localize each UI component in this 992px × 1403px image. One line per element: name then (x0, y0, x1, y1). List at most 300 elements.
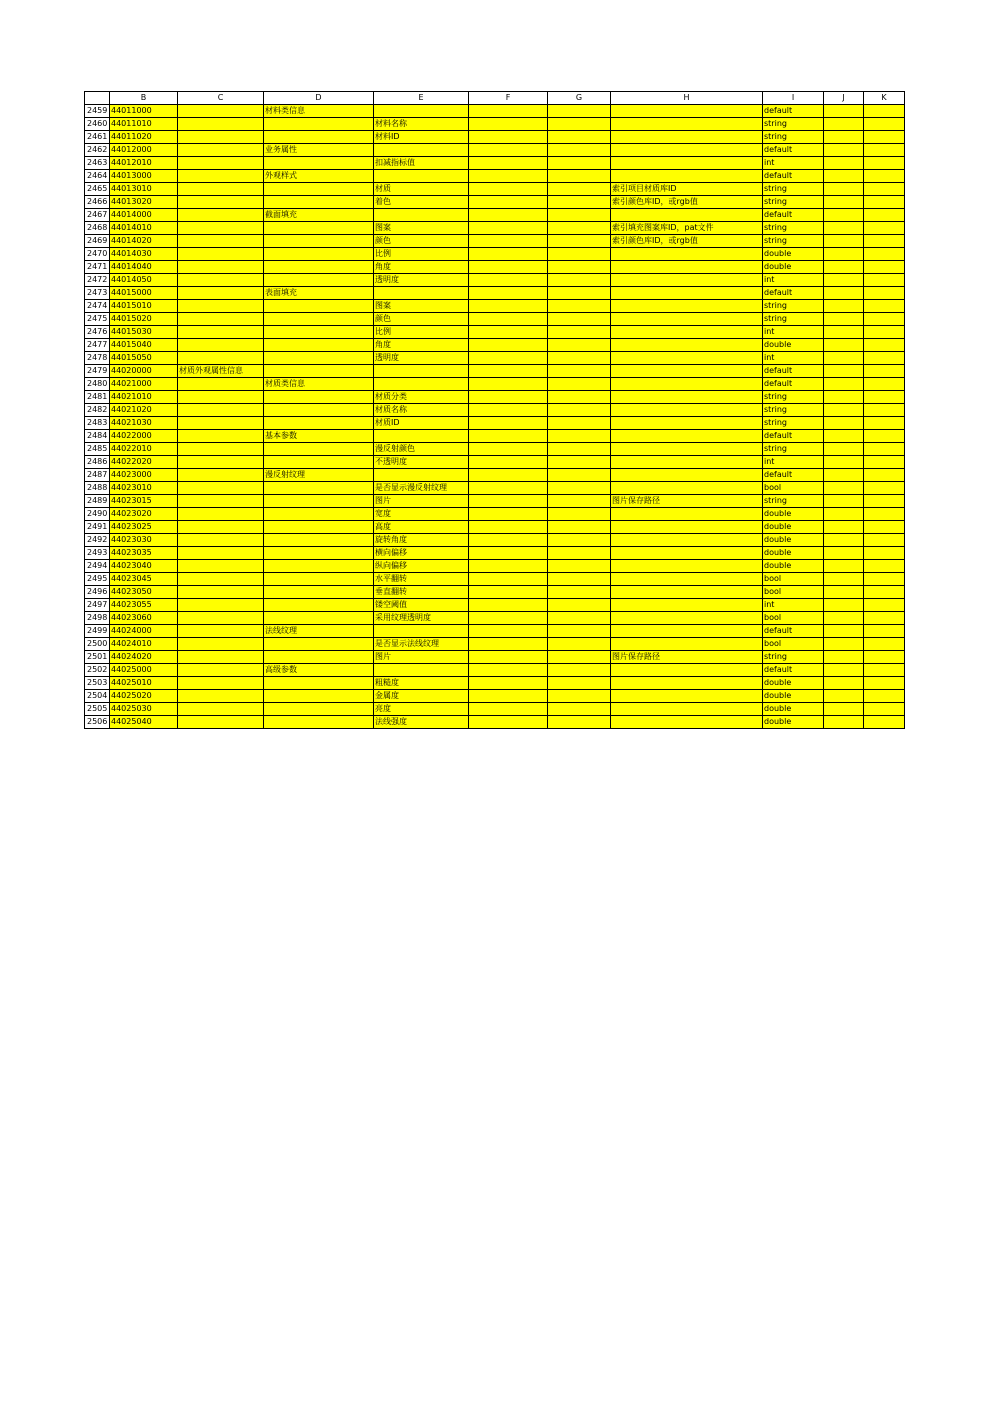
cell-k[interactable] (864, 287, 905, 300)
cell-j[interactable] (824, 716, 864, 729)
cell-k[interactable] (864, 131, 905, 144)
column-header-k[interactable]: K (864, 92, 905, 105)
cell-j[interactable] (824, 456, 864, 469)
row-number[interactable]: 2489 (85, 495, 110, 508)
cell-i[interactable]: double (763, 560, 824, 573)
cell-d[interactable] (264, 638, 374, 651)
cell-h[interactable] (611, 261, 763, 274)
cell-b[interactable]: 44015000 (110, 287, 178, 300)
cell-b[interactable]: 44021000 (110, 378, 178, 391)
cell-g[interactable] (548, 183, 611, 196)
cell-h[interactable] (611, 300, 763, 313)
column-header-h[interactable]: H (611, 92, 763, 105)
cell-d[interactable] (264, 443, 374, 456)
cell-c[interactable] (178, 196, 264, 209)
cell-d[interactable]: 业务属性 (264, 144, 374, 157)
cell-d[interactable]: 材料类信息 (264, 105, 374, 118)
cell-k[interactable] (864, 326, 905, 339)
cell-e[interactable]: 角度 (374, 339, 469, 352)
cell-g[interactable] (548, 664, 611, 677)
cell-f[interactable] (469, 196, 548, 209)
cell-k[interactable] (864, 105, 905, 118)
column-header-b[interactable]: B (110, 92, 178, 105)
cell-e[interactable] (374, 430, 469, 443)
cell-i[interactable]: string (763, 131, 824, 144)
cell-e[interactable] (374, 144, 469, 157)
cell-i[interactable]: int (763, 157, 824, 170)
cell-b[interactable]: 44023035 (110, 547, 178, 560)
row-number[interactable]: 2463 (85, 157, 110, 170)
cell-i[interactable]: double (763, 703, 824, 716)
cell-k[interactable] (864, 508, 905, 521)
cell-g[interactable] (548, 365, 611, 378)
cell-j[interactable] (824, 482, 864, 495)
cell-k[interactable] (864, 573, 905, 586)
cell-j[interactable] (824, 690, 864, 703)
cell-d[interactable] (264, 417, 374, 430)
cell-e[interactable] (374, 469, 469, 482)
cell-h[interactable] (611, 664, 763, 677)
cell-d[interactable] (264, 534, 374, 547)
cell-j[interactable] (824, 287, 864, 300)
cell-c[interactable] (178, 599, 264, 612)
cell-j[interactable] (824, 365, 864, 378)
row-number[interactable]: 2484 (85, 430, 110, 443)
cell-i[interactable]: double (763, 547, 824, 560)
cell-d[interactable] (264, 235, 374, 248)
cell-b[interactable]: 44025000 (110, 664, 178, 677)
cell-h[interactable] (611, 313, 763, 326)
corner-header[interactable] (85, 92, 110, 105)
cell-e[interactable]: 法线强度 (374, 716, 469, 729)
cell-g[interactable] (548, 677, 611, 690)
cell-k[interactable] (864, 703, 905, 716)
cell-k[interactable] (864, 248, 905, 261)
cell-i[interactable]: string (763, 118, 824, 131)
cell-b[interactable]: 44011010 (110, 118, 178, 131)
row-number[interactable]: 2468 (85, 222, 110, 235)
cell-f[interactable] (469, 573, 548, 586)
cell-d[interactable]: 法线纹理 (264, 625, 374, 638)
cell-c[interactable] (178, 521, 264, 534)
cell-e[interactable]: 是否显示法线纹理 (374, 638, 469, 651)
cell-h[interactable] (611, 469, 763, 482)
cell-c[interactable] (178, 339, 264, 352)
cell-c[interactable] (178, 222, 264, 235)
column-header-c[interactable]: C (178, 92, 264, 105)
cell-g[interactable] (548, 326, 611, 339)
cell-d[interactable] (264, 352, 374, 365)
cell-h[interactable] (611, 690, 763, 703)
cell-e[interactable]: 材料名称 (374, 118, 469, 131)
cell-d[interactable]: 高级参数 (264, 664, 374, 677)
cell-i[interactable]: double (763, 690, 824, 703)
cell-i[interactable]: int (763, 599, 824, 612)
cell-c[interactable] (178, 573, 264, 586)
cell-d[interactable] (264, 547, 374, 560)
cell-g[interactable] (548, 417, 611, 430)
cell-k[interactable] (864, 404, 905, 417)
cell-i[interactable]: default (763, 664, 824, 677)
cell-j[interactable] (824, 105, 864, 118)
cell-i[interactable]: string (763, 313, 824, 326)
cell-i[interactable]: default (763, 625, 824, 638)
cell-f[interactable] (469, 391, 548, 404)
cell-g[interactable] (548, 560, 611, 573)
row-number[interactable]: 2469 (85, 235, 110, 248)
cell-j[interactable] (824, 443, 864, 456)
cell-c[interactable] (178, 430, 264, 443)
cell-k[interactable] (864, 560, 905, 573)
cell-d[interactable] (264, 716, 374, 729)
cell-d[interactable] (264, 482, 374, 495)
cell-h[interactable] (611, 131, 763, 144)
cell-c[interactable] (178, 651, 264, 664)
cell-e[interactable]: 图案 (374, 222, 469, 235)
cell-f[interactable] (469, 105, 548, 118)
cell-b[interactable]: 44023025 (110, 521, 178, 534)
cell-c[interactable] (178, 456, 264, 469)
cell-c[interactable] (178, 300, 264, 313)
cell-d[interactable] (264, 261, 374, 274)
cell-i[interactable]: default (763, 170, 824, 183)
cell-f[interactable] (469, 625, 548, 638)
cell-i[interactable]: double (763, 716, 824, 729)
cell-b[interactable]: 44015010 (110, 300, 178, 313)
cell-d[interactable] (264, 404, 374, 417)
cell-i[interactable]: bool (763, 638, 824, 651)
cell-k[interactable] (864, 716, 905, 729)
cell-d[interactable]: 基本参数 (264, 430, 374, 443)
cell-d[interactable]: 截面填充 (264, 209, 374, 222)
column-header-j[interactable]: J (824, 92, 864, 105)
cell-f[interactable] (469, 612, 548, 625)
cell-e[interactable]: 粗糙度 (374, 677, 469, 690)
cell-g[interactable] (548, 144, 611, 157)
cell-c[interactable] (178, 664, 264, 677)
row-number[interactable]: 2475 (85, 313, 110, 326)
cell-j[interactable] (824, 599, 864, 612)
cell-b[interactable]: 44024010 (110, 638, 178, 651)
cell-e[interactable] (374, 625, 469, 638)
cell-e[interactable]: 旋转角度 (374, 534, 469, 547)
cell-i[interactable]: string (763, 443, 824, 456)
cell-g[interactable] (548, 586, 611, 599)
row-number[interactable]: 2466 (85, 196, 110, 209)
cell-f[interactable] (469, 664, 548, 677)
cell-c[interactable] (178, 274, 264, 287)
cell-h[interactable]: 索引颜色库ID，或rgb值 (611, 235, 763, 248)
cell-c[interactable] (178, 131, 264, 144)
cell-f[interactable] (469, 365, 548, 378)
cell-k[interactable] (864, 144, 905, 157)
cell-i[interactable]: double (763, 534, 824, 547)
cell-j[interactable] (824, 391, 864, 404)
cell-f[interactable] (469, 495, 548, 508)
cell-k[interactable] (864, 482, 905, 495)
cell-g[interactable] (548, 313, 611, 326)
cell-b[interactable]: 44013020 (110, 196, 178, 209)
cell-c[interactable] (178, 183, 264, 196)
cell-j[interactable] (824, 404, 864, 417)
cell-f[interactable] (469, 313, 548, 326)
cell-g[interactable] (548, 391, 611, 404)
cell-c[interactable] (178, 495, 264, 508)
cell-g[interactable] (548, 404, 611, 417)
cell-i[interactable]: int (763, 274, 824, 287)
cell-k[interactable] (864, 534, 905, 547)
cell-b[interactable]: 44014030 (110, 248, 178, 261)
cell-i[interactable]: default (763, 144, 824, 157)
row-number[interactable]: 2485 (85, 443, 110, 456)
cell-e[interactable]: 材质 (374, 183, 469, 196)
cell-i[interactable]: string (763, 404, 824, 417)
cell-b[interactable]: 44023055 (110, 599, 178, 612)
cell-e[interactable] (374, 170, 469, 183)
cell-h[interactable] (611, 417, 763, 430)
column-header-g[interactable]: G (548, 92, 611, 105)
cell-e[interactable] (374, 378, 469, 391)
row-number[interactable]: 2494 (85, 560, 110, 573)
cell-b[interactable]: 44024020 (110, 651, 178, 664)
cell-d[interactable] (264, 300, 374, 313)
cell-e[interactable]: 镂空阈值 (374, 599, 469, 612)
cell-h[interactable] (611, 144, 763, 157)
cell-f[interactable] (469, 521, 548, 534)
cell-c[interactable] (178, 703, 264, 716)
cell-g[interactable] (548, 469, 611, 482)
row-number[interactable]: 2498 (85, 612, 110, 625)
row-number[interactable]: 2503 (85, 677, 110, 690)
cell-g[interactable] (548, 222, 611, 235)
cell-b[interactable]: 44021010 (110, 391, 178, 404)
cell-c[interactable] (178, 560, 264, 573)
cell-d[interactable] (264, 183, 374, 196)
cell-c[interactable] (178, 508, 264, 521)
cell-d[interactable] (264, 248, 374, 261)
cell-j[interactable] (824, 560, 864, 573)
cell-f[interactable] (469, 339, 548, 352)
row-number[interactable]: 2478 (85, 352, 110, 365)
cell-f[interactable] (469, 248, 548, 261)
cell-c[interactable] (178, 625, 264, 638)
cell-b[interactable]: 44014010 (110, 222, 178, 235)
row-number[interactable]: 2491 (85, 521, 110, 534)
cell-k[interactable] (864, 235, 905, 248)
cell-i[interactable]: bool (763, 482, 824, 495)
cell-k[interactable] (864, 261, 905, 274)
cell-b[interactable]: 44014040 (110, 261, 178, 274)
row-number[interactable]: 2483 (85, 417, 110, 430)
cell-c[interactable] (178, 690, 264, 703)
row-number[interactable]: 2474 (85, 300, 110, 313)
cell-g[interactable] (548, 261, 611, 274)
cell-h[interactable] (611, 560, 763, 573)
cell-e[interactable]: 漫反射颜色 (374, 443, 469, 456)
cell-k[interactable] (864, 391, 905, 404)
cell-h[interactable]: 索引项目材质库ID (611, 183, 763, 196)
cell-c[interactable] (178, 534, 264, 547)
cell-b[interactable]: 44021020 (110, 404, 178, 417)
cell-h[interactable] (611, 274, 763, 287)
cell-i[interactable]: bool (763, 586, 824, 599)
cell-h[interactable]: 索引颜色库ID，或rgb值 (611, 196, 763, 209)
cell-d[interactable] (264, 222, 374, 235)
cell-c[interactable] (178, 261, 264, 274)
cell-f[interactable] (469, 443, 548, 456)
cell-h[interactable] (611, 534, 763, 547)
cell-c[interactable] (178, 404, 264, 417)
row-number[interactable]: 2504 (85, 690, 110, 703)
column-header-f[interactable]: F (469, 92, 548, 105)
cell-b[interactable]: 44023045 (110, 573, 178, 586)
cell-f[interactable] (469, 157, 548, 170)
cell-h[interactable] (611, 404, 763, 417)
cell-k[interactable] (864, 365, 905, 378)
cell-e[interactable]: 角度 (374, 261, 469, 274)
cell-c[interactable] (178, 586, 264, 599)
cell-c[interactable] (178, 248, 264, 261)
cell-k[interactable] (864, 599, 905, 612)
cell-i[interactable]: string (763, 183, 824, 196)
cell-k[interactable] (864, 612, 905, 625)
cell-c[interactable] (178, 105, 264, 118)
cell-g[interactable] (548, 612, 611, 625)
cell-f[interactable] (469, 326, 548, 339)
cell-i[interactable]: bool (763, 573, 824, 586)
column-header-i[interactable]: I (763, 92, 824, 105)
cell-d[interactable] (264, 157, 374, 170)
cell-f[interactable] (469, 131, 548, 144)
cell-g[interactable] (548, 547, 611, 560)
row-number[interactable]: 2496 (85, 586, 110, 599)
cell-e[interactable]: 扣减指标值 (374, 157, 469, 170)
cell-j[interactable] (824, 209, 864, 222)
cell-b[interactable]: 44023040 (110, 560, 178, 573)
row-number[interactable]: 2493 (85, 547, 110, 560)
cell-c[interactable] (178, 443, 264, 456)
cell-d[interactable]: 表面填充 (264, 287, 374, 300)
cell-b[interactable]: 44023020 (110, 508, 178, 521)
cell-d[interactable] (264, 131, 374, 144)
cell-k[interactable] (864, 209, 905, 222)
cell-k[interactable] (864, 157, 905, 170)
row-number[interactable]: 2487 (85, 469, 110, 482)
cell-g[interactable] (548, 105, 611, 118)
cell-b[interactable]: 44014000 (110, 209, 178, 222)
cell-i[interactable]: int (763, 326, 824, 339)
cell-d[interactable] (264, 521, 374, 534)
cell-k[interactable] (864, 274, 905, 287)
cell-b[interactable]: 44023000 (110, 469, 178, 482)
cell-f[interactable] (469, 118, 548, 131)
cell-d[interactable] (264, 573, 374, 586)
cell-g[interactable] (548, 287, 611, 300)
cell-b[interactable]: 44021030 (110, 417, 178, 430)
row-number[interactable]: 2479 (85, 365, 110, 378)
cell-g[interactable] (548, 443, 611, 456)
cell-h[interactable] (611, 508, 763, 521)
cell-j[interactable] (824, 222, 864, 235)
cell-e[interactable]: 图案 (374, 300, 469, 313)
cell-g[interactable] (548, 482, 611, 495)
row-number[interactable]: 2502 (85, 664, 110, 677)
row-number[interactable]: 2490 (85, 508, 110, 521)
cell-f[interactable] (469, 209, 548, 222)
cell-f[interactable] (469, 404, 548, 417)
cell-k[interactable] (864, 495, 905, 508)
cell-j[interactable] (824, 495, 864, 508)
cell-i[interactable]: string (763, 391, 824, 404)
cell-j[interactable] (824, 170, 864, 183)
cell-d[interactable] (264, 703, 374, 716)
cell-k[interactable] (864, 417, 905, 430)
cell-b[interactable]: 44015030 (110, 326, 178, 339)
column-header-e[interactable]: E (374, 92, 469, 105)
cell-j[interactable] (824, 651, 864, 664)
cell-c[interactable] (178, 391, 264, 404)
cell-h[interactable] (611, 586, 763, 599)
cell-f[interactable] (469, 560, 548, 573)
cell-e[interactable]: 金属度 (374, 690, 469, 703)
cell-e[interactable]: 是否显示漫反射纹理 (374, 482, 469, 495)
cell-k[interactable] (864, 664, 905, 677)
cell-d[interactable] (264, 326, 374, 339)
cell-h[interactable] (611, 378, 763, 391)
cell-c[interactable] (178, 547, 264, 560)
row-number[interactable]: 2488 (85, 482, 110, 495)
cell-h[interactable] (611, 430, 763, 443)
cell-k[interactable] (864, 443, 905, 456)
cell-c[interactable] (178, 482, 264, 495)
cell-k[interactable] (864, 378, 905, 391)
cell-b[interactable]: 44022010 (110, 443, 178, 456)
row-number[interactable]: 2480 (85, 378, 110, 391)
cell-h[interactable]: 索引填充图案库ID，pat文件 (611, 222, 763, 235)
cell-c[interactable] (178, 378, 264, 391)
cell-i[interactable]: double (763, 248, 824, 261)
cell-b[interactable]: 44020000 (110, 365, 178, 378)
cell-e[interactable] (374, 105, 469, 118)
cell-d[interactable] (264, 339, 374, 352)
cell-h[interactable] (611, 170, 763, 183)
cell-i[interactable]: string (763, 196, 824, 209)
cell-i[interactable]: string (763, 651, 824, 664)
cell-j[interactable] (824, 664, 864, 677)
cell-j[interactable] (824, 326, 864, 339)
cell-i[interactable]: double (763, 261, 824, 274)
cell-b[interactable]: 44015020 (110, 313, 178, 326)
cell-c[interactable] (178, 144, 264, 157)
row-number[interactable]: 2472 (85, 274, 110, 287)
cell-i[interactable]: default (763, 209, 824, 222)
cell-e[interactable]: 着色 (374, 196, 469, 209)
cell-f[interactable] (469, 703, 548, 716)
cell-d[interactable] (264, 196, 374, 209)
row-number[interactable]: 2471 (85, 261, 110, 274)
row-number[interactable]: 2470 (85, 248, 110, 261)
cell-f[interactable] (469, 352, 548, 365)
cell-j[interactable] (824, 235, 864, 248)
row-number[interactable]: 2486 (85, 456, 110, 469)
cell-c[interactable] (178, 313, 264, 326)
cell-g[interactable] (548, 703, 611, 716)
row-number[interactable]: 2492 (85, 534, 110, 547)
cell-h[interactable] (611, 625, 763, 638)
cell-f[interactable] (469, 300, 548, 313)
cell-d[interactable] (264, 391, 374, 404)
cell-j[interactable] (824, 586, 864, 599)
